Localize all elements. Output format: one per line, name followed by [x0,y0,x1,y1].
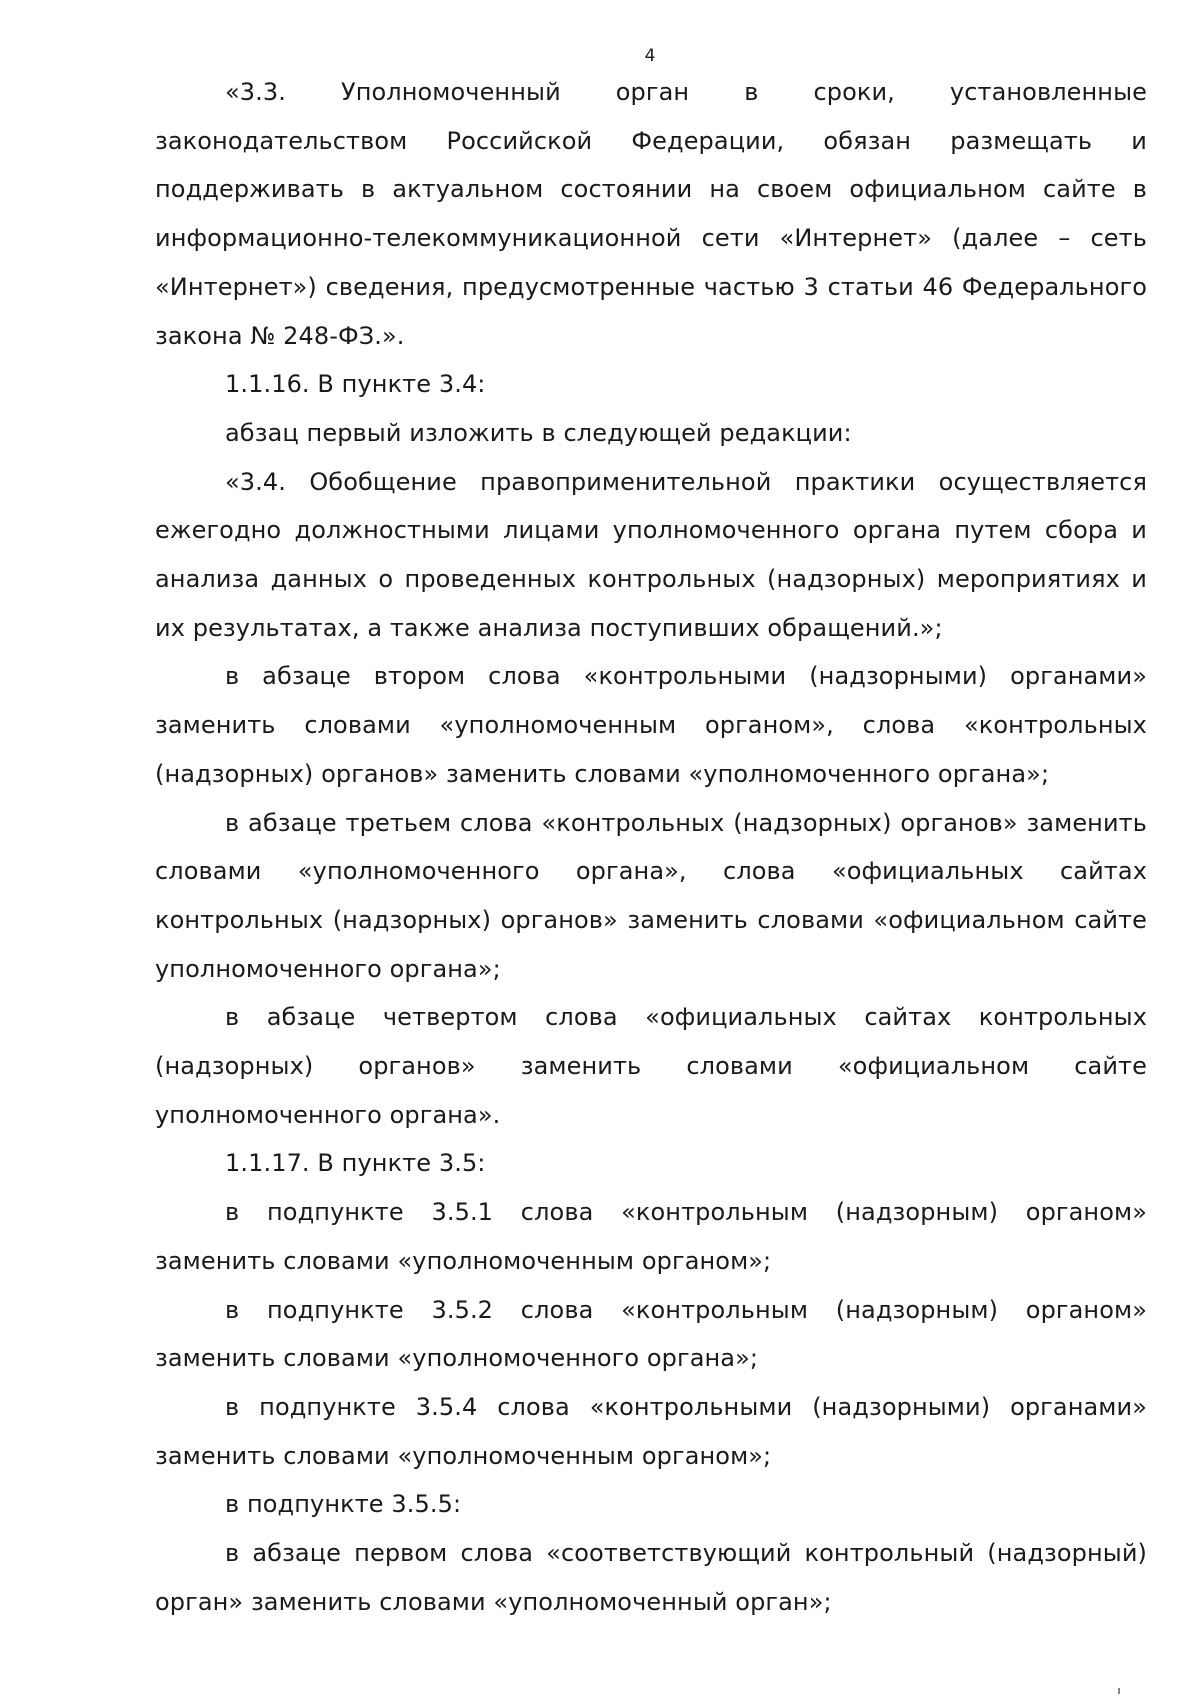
subitem-3-5-2-amendment: в подпункте 3.5.2 слова «контрольным (надзорным) органом» заменить словами «уполномоченного органа»; [155,1295,1147,1373]
paragraph-third-paragraph-amendment: в абзаце третьем слова «контрольных (надзорных) органов» заменить словами «уполномоченного органа», слова «официальных сайтах контрольных (надзорных) органов» заменить словами «официальном сайте уполномоченного органа»; [155,808,1147,983]
paragraph-first-paragraph-instruction: абзац первый изложить в следующей редакции: [225,418,852,447]
subitem-3-5-1-amendment: в подпункте 3.5.1 слова «контрольным (надзорным) органом» заменить словами «уполномоченным органом»; [155,1198,1147,1275]
subitem-3-5-4-amendment: в подпункте 3.5.4 слова «контрольными (надзорными) органами» заменить словами «уполномоченным органом»; [155,1392,1147,1470]
subitem-3-5-5-heading: в подпункте 3.5.5: [225,1490,462,1519]
page-number: 4 [644,46,656,66]
item-1-1-17-heading: 1.1.17. В пункте 3.5: [225,1149,486,1178]
scan-artifact-mark [1118,1688,1120,1694]
paragraph-second-paragraph-amendment: в абзаце втором слова «контрольными (надзорными) органами» заменить словами «уполномоченным органом», слова «контрольных (надзорных) органов» заменить словами «уполномоченного органа»; [155,662,1147,788]
paragraph-fourth-paragraph-amendment: в абзаце четвертом слова «официальных сайтах контрольных (надзорных) органов» заменить словами «официальном сайте уполномоченного органа». [155,1003,1147,1129]
document-body [155,68,1147,1627]
paragraph-3-3-text: «3.3. Уполномоченный орган в сроки, установленные законодательством Российской Федерации, обязан размещать и поддерживать в актуальном состоянии на своем официальном сайте в информационно-телекоммуникационной сети «Интернет» (далее – сеть «Интернет») сведения, предусмотренные частью 3 статьи 46 Федерального закона № 248-ФЗ.». [155,78,1147,350]
subitem-3-5-5-first-paragraph-amendment: в абзаце первом слова «соответствующий контрольный (надзорный) орган» заменить словами «уполномоченный орган»; [155,1539,1147,1616]
item-1-1-16-heading: 1.1.16. В пункте 3.4: [225,370,486,399]
paragraph-3-4-text: «3.4. Обобщение правоприменительной практики осуществляется ежегодно должностными лицами уполномоченного органа путем сбора и анализа данных о проведенных контрольных (надзорных) мероприятиях и их результатах, а также анализа поступивших обращений.»; [155,467,1147,642]
